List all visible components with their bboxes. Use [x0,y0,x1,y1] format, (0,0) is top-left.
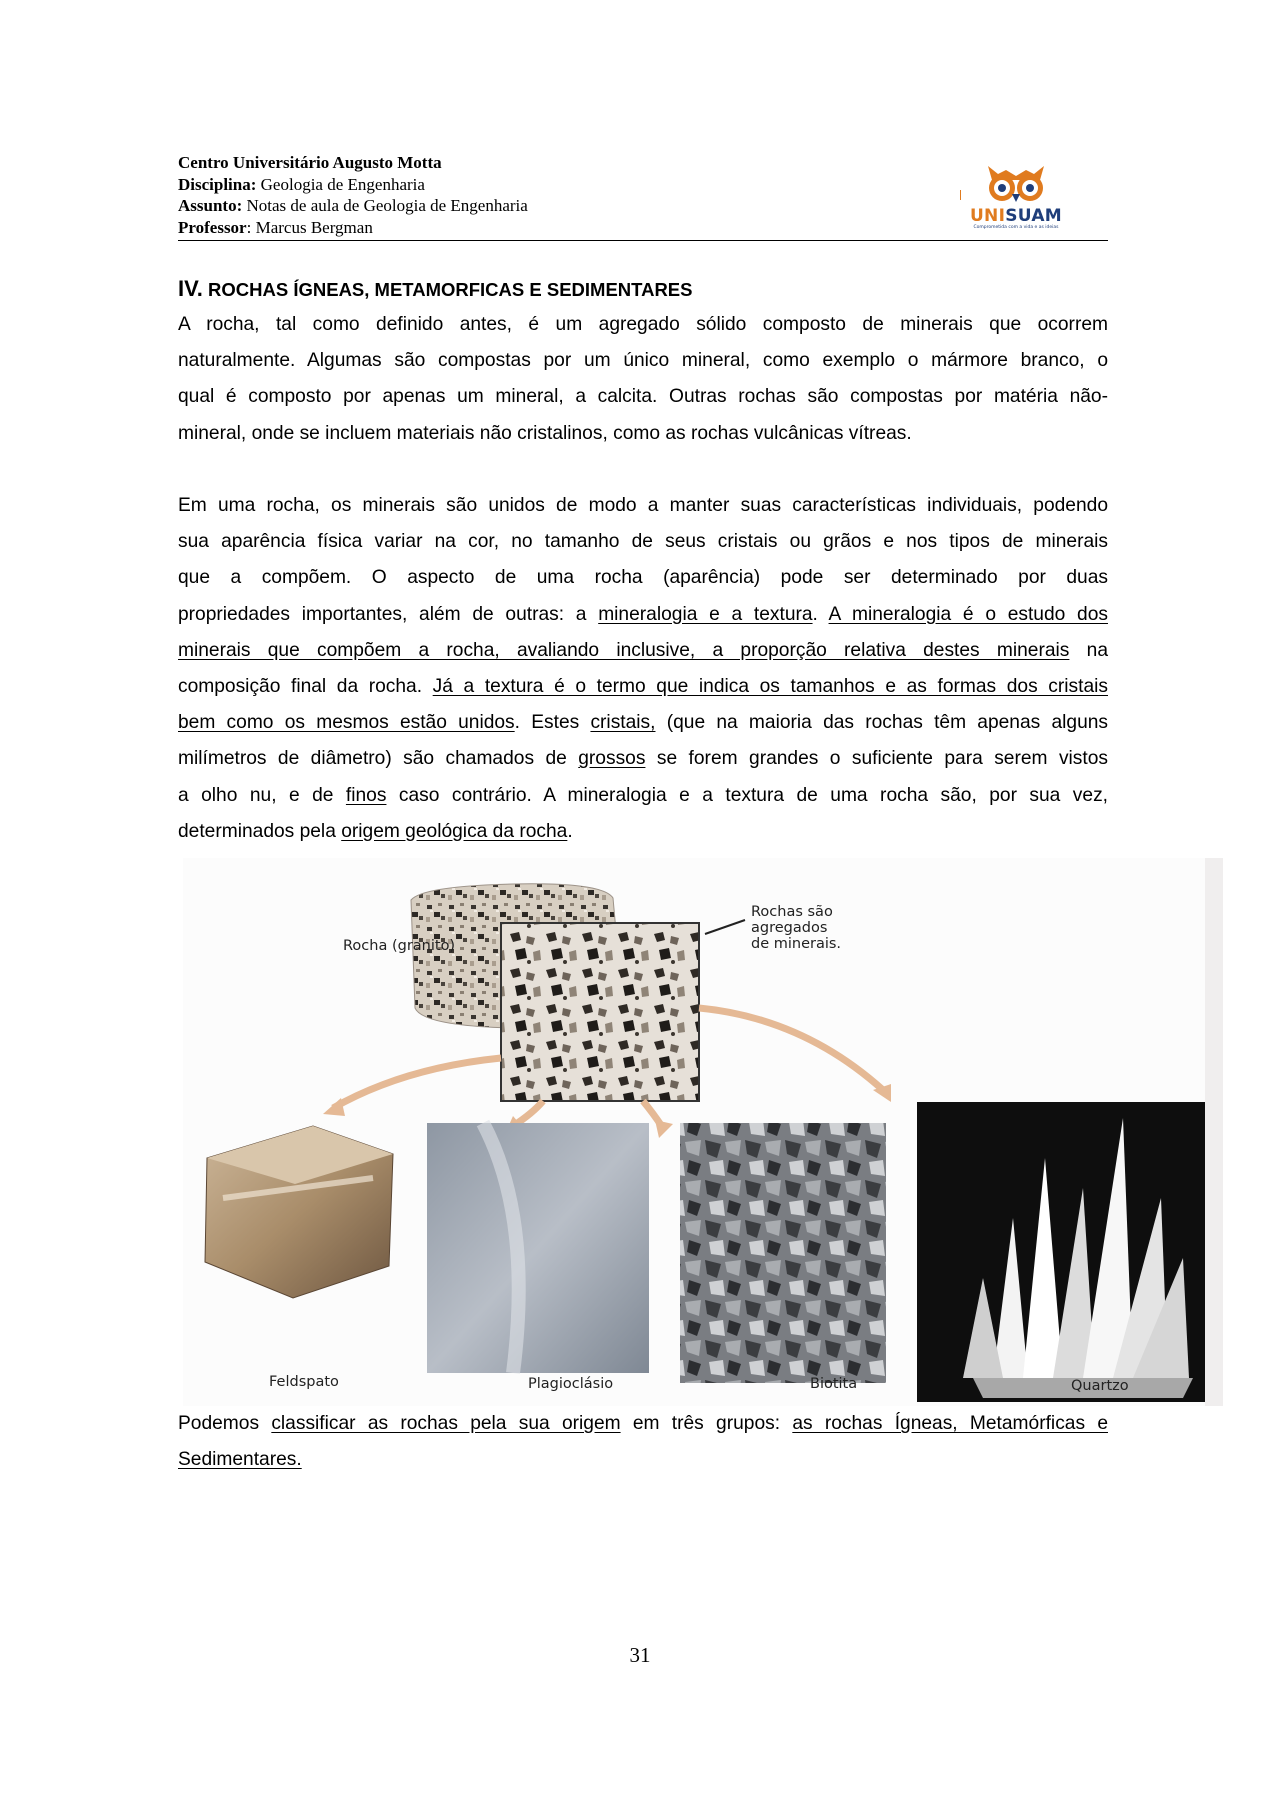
paragraph-definition [178,307,1108,452]
page-number: 31 [629,1643,651,1667]
underlined-term: A mineralogia é o estudo dos [828,603,1108,625]
subject-line: Assunto: Notas de aula de Geologia de Engenharia [178,196,528,215]
professor-line: Professor: Marcus Bergman [178,217,373,237]
paragraph-line: mineral, onde se incluem materiais não cristalinos, como as rochas vulcânicas vítreas. [178,422,912,444]
underlined-term: Sedimentares. [178,1449,302,1471]
paragraph-line: determinados pela origem geológica da rocha. [178,820,573,842]
paragraph-line: propriedades importantes, além de outras: a mineralogia e a textura. A mineralogia é o estudo dos [178,603,1108,625]
paragraph-line: milímetros de diâmetro) são chamados de grossos se forem grandes o suficiente para serem vistos [178,748,1109,770]
unisuam-logo [966,160,1066,234]
paragraph-line: bem como os mesmos estão unidos. Estes cristais, (que na maioria das rochas têm apenas alguns [178,712,1109,734]
label-feldspato: Feldspato [269,1374,339,1390]
paragraph-line: composição final da rocha. Já a textura é o termo que indica os tamanhos e as formas dos cristais [178,675,1108,697]
paragraph-line: A rocha, tal como definido antes, é um agregado sólido composto de minerais que ocorrem [178,314,1108,335]
underlined-term: origem geológica da rocha [341,820,568,842]
paragraph-line: qual é composto por apenas um mineral, a calcita. Outras rochas são compostas por matéria não- [178,386,1108,408]
paragraph-line: sua aparência física variar na cor, no tamanho de seus cristais ou grãos e nos tipos de minerais [178,531,1108,553]
underlined-term: grossos [578,748,646,770]
underlined-term: bem como os mesmos estão unidos [178,712,515,734]
paragraph-line: Em uma rocha, os minerais são unidos de modo a manter suas características individuais, podendo [178,495,1108,516]
figure-illustration [183,858,1223,1406]
paragraph-line: a olho nu, e de finos caso contrário. A mineralogia e a textura de uma rocha são, por sua vez, [178,784,1108,806]
underlined-term: cristais, [590,712,656,734]
section-title: IV. ROCHAS ÍGNEAS, METAMORFICAS E SEDIMENTARES [178,276,693,301]
logo-tagline: Comprometida com a vida e as ideias [973,225,1059,230]
logo-wordmark: UNISUAM [969,206,1063,226]
label-plagioclasio: Plagioclásio [528,1376,614,1392]
paragraph-classification [178,1406,1108,1478]
underlined-term: classificar as rochas pela sua origem [271,1413,621,1434]
paragraph-line [178,1442,1108,1478]
underlined-term: as rochas Ígneas, Metamórficas e [792,1413,1108,1434]
paragraph-line: minerais que compõem a rocha, avaliando inclusive, a proporção relativa destes minerais na [178,639,1108,661]
paragraph-line: que a compõem. O aspecto de uma rocha (aparência) pode ser determinado por duas [178,567,1108,589]
underlined-term: Já a textura é o termo que indica os tamanhos e as formas dos cristais [432,675,1108,697]
underlined-term: minerais que compõem a rocha, avaliando inclusive, a proporção relativa destes minerais [178,639,1070,661]
page-header [178,152,1108,241]
granite-minerals-figure [183,858,1223,1406]
label-quartzo: Quartzo [1071,1378,1129,1394]
underlined-term: finos [345,784,387,806]
label-granite: Rocha (granito) [343,938,456,954]
discipline-line: Disciplina: Geologia de Engenharia [178,174,425,194]
paragraph-minerals [178,488,1108,850]
paragraph-line: naturalmente. Algumas são compostas por um único mineral, como exemplo o mármore branco, o [178,350,1108,372]
label-note: Rochas são agregados de minerais. [751,904,842,952]
label-biotita: Biotita [810,1376,858,1392]
institution-name: Centro Universitário Augusto Motta [178,153,442,172]
underlined-term: mineralogia e a textura [598,603,813,625]
owl-icon [966,160,1066,206]
paragraph-line: Podemos classificar as rochas pela sua origem em três grupos: as rochas Ígneas, Metamórficas e [178,1413,1108,1434]
